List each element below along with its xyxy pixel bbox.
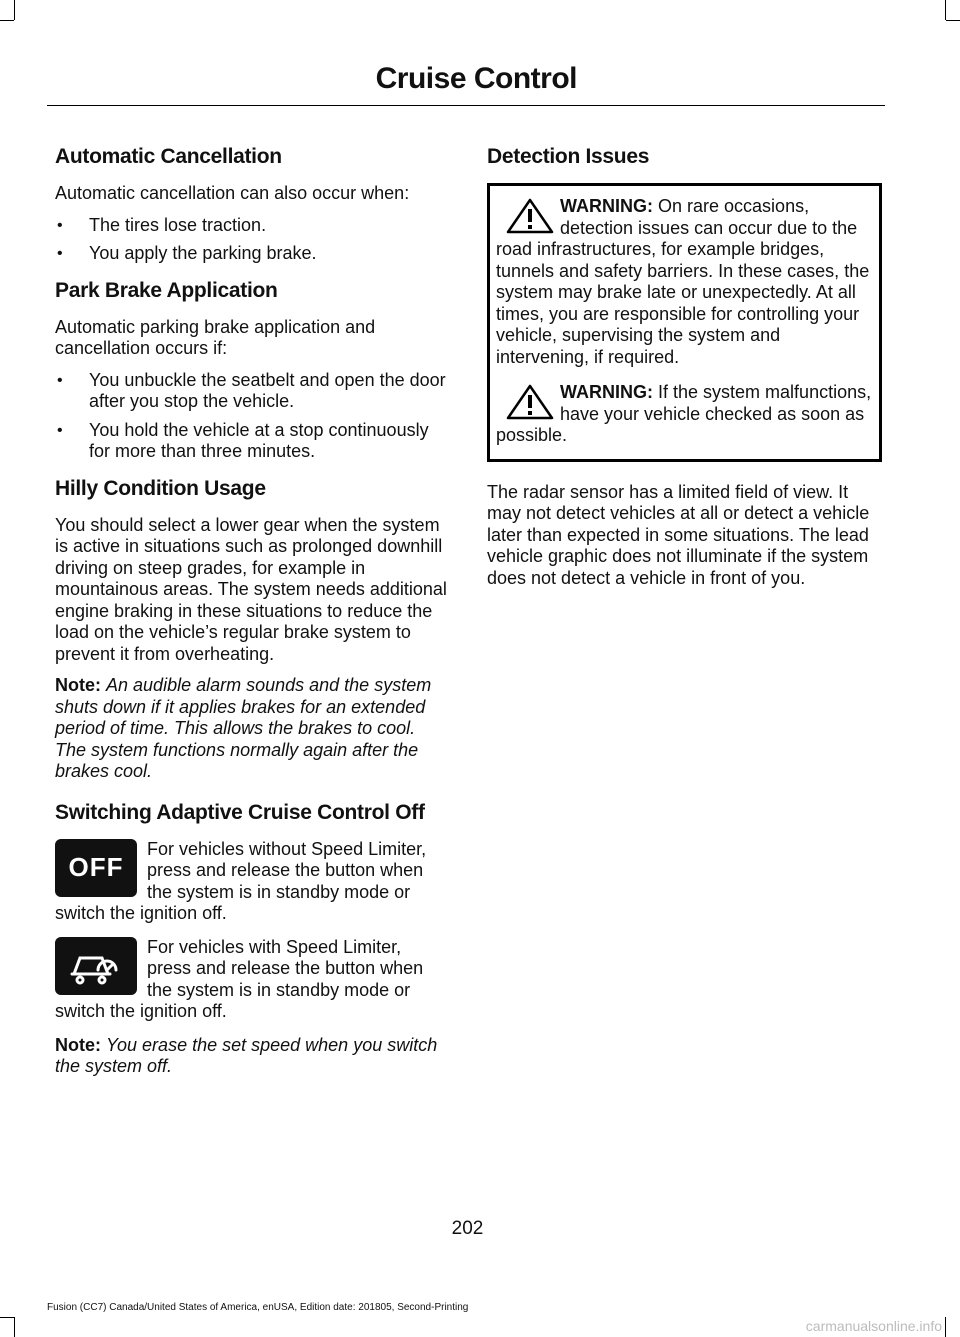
section-heading: Hilly Condition Usage [55, 476, 266, 500]
list-item: • You unbuckle the seatbelt and open the door after you stop the vehicle. [55, 370, 450, 413]
note-label: Note: [55, 1034, 101, 1055]
warning-block [496, 196, 873, 368]
list-item: • The tires lose traction. [55, 215, 450, 237]
list-item: • You hold the vehicle at a stop continuously for more than three minutes. [55, 420, 450, 463]
note-text: You erase the set speed when you switch the system off. [55, 1034, 438, 1076]
crop-mark [945, 0, 946, 20]
warning-triangle-icon [506, 198, 554, 234]
paragraph: For vehicles without Speed Limiter, press and release the button when the system is in standby mode or switch the ignition off. [55, 838, 427, 923]
section-heading: Detection Issues [487, 145, 650, 168]
car-gauge-icon [64, 944, 128, 988]
speed-limiter-instruction [55, 937, 450, 1023]
crop-mark [945, 1317, 946, 1337]
section-heading: Switching Adaptive Cruise Control Off [55, 800, 425, 824]
paragraph: The radar sensor has a limited field of view. It may not detect vehicles at all or detect a vehicle later than expected in some situations. The lead vehicle graphic does not illuminate if the system does not detect a vehicle in front of you. [487, 481, 870, 588]
page-title: Cruise Control [375, 62, 577, 95]
page-header [0, 62, 935, 96]
bullet-list [55, 215, 450, 265]
right-column [487, 145, 882, 599]
off-button-icon [55, 839, 137, 897]
watermark: carmanualsonline.info [805, 1318, 942, 1334]
paragraph: For vehicles with Speed Limiter, press and release the button when the system is in standby mode or switch the ignition off. [55, 936, 424, 1021]
paragraph: You should select a lower gear when the system is active in situations such as prolonged downhill driving on steep grades, for example in mountainous areas. The system needs additional engine braking in these situations to reduce the load on the vehicle’s regular brake system to prevent it from overheating. [55, 514, 447, 664]
section-detection-issues [487, 145, 882, 589]
warning-body: On rare occasions, detection issues can occur due to the road infrastructures, for example bridges, tunnels and safety barriers. In these cases, the system may brake late or unexpectedly. At all times, you are responsible for controlling your vehicle, supervising the system and intervening, if required. [496, 196, 870, 367]
warning-label: WARNING: [560, 196, 653, 216]
section-automatic-cancellation [55, 145, 450, 265]
paragraph: Automatic parking brake application and cancellation occurs if: [55, 316, 376, 358]
page-number: 202 [451, 1218, 484, 1239]
off-button-instruction [55, 839, 450, 925]
note [55, 675, 450, 783]
note-label: Note: [55, 675, 101, 695]
section-park-brake [55, 279, 450, 463]
section-switching-off [55, 801, 450, 1078]
header-divider [47, 105, 885, 106]
section-heading: Automatic Cancellation [55, 145, 282, 168]
off-button-label: OFF [68, 852, 124, 882]
list-item: • You apply the parking brake. [55, 243, 450, 265]
bullet-list [55, 370, 450, 463]
warning-label: WARNING: [560, 382, 653, 402]
warning-body: If the system malfunctions, have your vehicle checked as soon as possible. [496, 382, 872, 445]
speed-limiter-icon [55, 937, 137, 995]
footer-edition: Fusion (CC7) Canada/United States of America, enUSA, Edition date: 201805, Second-Printing [47, 1302, 469, 1313]
note [55, 1035, 450, 1078]
crop-mark [0, 20, 14, 21]
note-text: An audible alarm sounds and the system shuts down if it applies brakes for an extended period of time. This allows the brakes to cool. The system functions normally again after the brakes cool. [55, 675, 432, 781]
warning-triangle-icon [506, 384, 554, 420]
warning-box [487, 183, 882, 462]
section-hilly-condition [55, 477, 450, 783]
section-heading: Park Brake Application [55, 278, 278, 302]
crop-mark [14, 0, 15, 20]
crop-mark [14, 1317, 15, 1337]
paragraph: Automatic cancellation can also occur when: [55, 183, 410, 203]
crop-mark [946, 20, 960, 21]
left-column [55, 145, 450, 1088]
warning-block [496, 382, 873, 447]
crop-mark [0, 1317, 14, 1318]
